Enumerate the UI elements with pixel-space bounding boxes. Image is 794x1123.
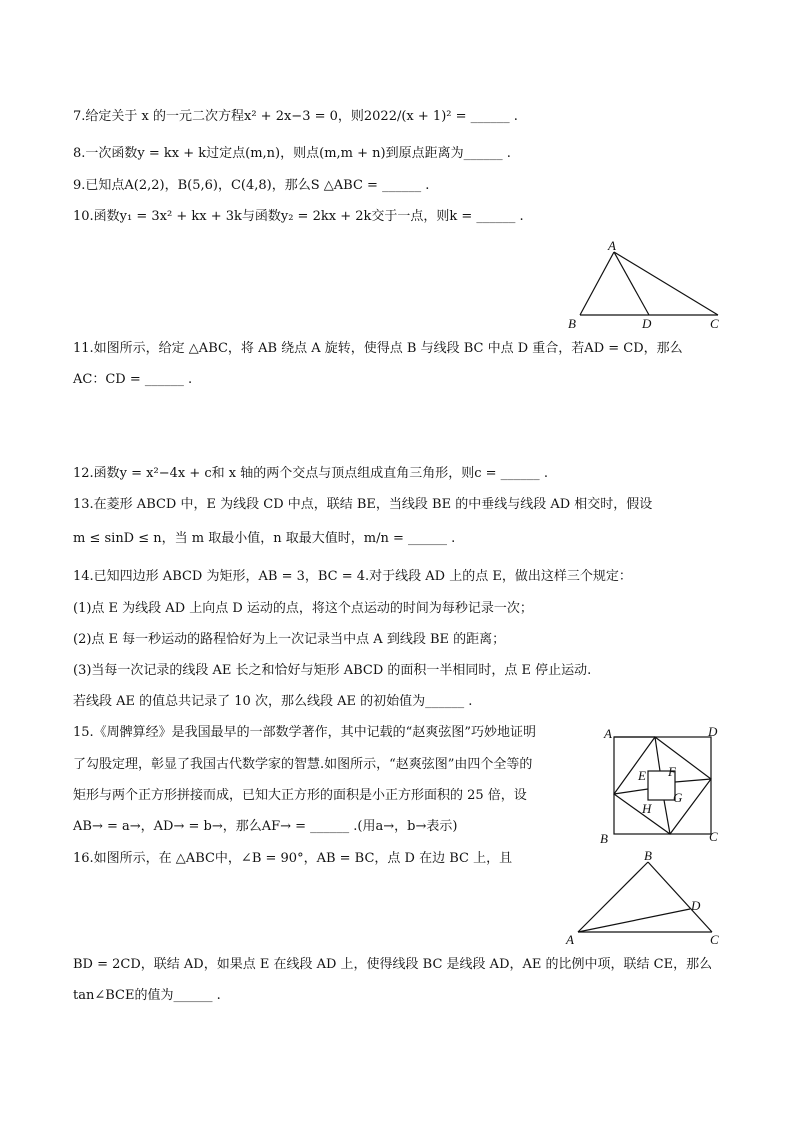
figure-triangle-16 (562, 848, 732, 948)
problem-8: 8.一次函数y = kx + k过定点(m,n)，则点(m,m + n)到原点距离为______ . (73, 146, 511, 161)
figure-triangle-11 (560, 240, 740, 335)
problem-14-line-5: 若线段 AE 的值总共记录了 10 次，那么线段 AE 的初始值为______ . (73, 694, 473, 709)
problem-16-line-2: BD = 2CD，联结 AD，如果点 E 在线段 AD 上，使得线段 BC 是线段 AD，AE 的比例中项，联结 CE，那么 (73, 957, 713, 972)
fig15-label-f: F (668, 764, 676, 779)
fig15-label-e: E (638, 768, 646, 783)
problem-11-line-2: AC：CD = ______ . (73, 372, 193, 387)
problem-12: 12.函数y = x²−4x + c和 x 轴的两个交点与顶点组成直角三角形，则c = ______ . (73, 466, 548, 481)
fig11-label-c: C (710, 316, 719, 331)
problem-16-line-3: tan∠BCE的值为______ . (73, 988, 221, 1003)
fig15-label-g: G (673, 790, 683, 805)
problem-11-line-1: 11.如图所示，给定 △ABC，将 AB 绕点 A 旋转，使得点 B 与线段 BC 中点 D 重合，若AD = CD，那么 (73, 341, 683, 356)
fig15-label-c: C (709, 829, 718, 844)
fig11-label-b: B (568, 316, 576, 331)
fig15-label-h: H (642, 801, 652, 816)
problem-9: 9.已知点A(2,2)，B(5,6)，C(4,8)，那么S △ABC = ______ . (73, 178, 430, 193)
problem-14-line-2: (1)点 E 为线段 AD 上向点 D 运动的点，将这个点运动的时间为每秒记录一次； (73, 601, 533, 616)
problem-14-line-1: 14.已知四边形 ABCD 为矩形，AB = 3，BC = 4.对于线段 AD 上的点 E，做出这样三个规定： (73, 569, 632, 584)
figure-zhao-shuang-diagram-15 (598, 722, 728, 847)
problem-16-line-1: 16.如图所示，在 △ABC中，∠B = 90°，AB = BC，点 D 在边 BC 上，且 (73, 851, 513, 866)
fig15-label-d: D (708, 724, 718, 739)
fig16-label-b: B (644, 848, 652, 863)
fig15-label-b: B (600, 831, 608, 846)
problem-7: 7.给定关于 x 的一元二次方程x² + 2x−3 = 0，则2022/(x + 1)² = ______ . (73, 109, 518, 124)
problem-13-line-1: 13.在菱形 ABCD 中，E 为线段 CD 中点，联结 BE，当线段 BE 的中垂线与线段 AD 相交时，假设 (73, 497, 653, 512)
problem-15-line-4: AB→ = a→，AD→ = b→，那么AF→ = ______ .(用a→，b→表示) (73, 819, 458, 834)
fig11-label-a: A (608, 240, 616, 253)
fig15-label-a: A (604, 726, 612, 741)
problem-14-line-4: (3)当每一次记录的线段 AE 长之和恰好与矩形 ABCD 的面积一半相同时，点 E 停止运动. (73, 663, 592, 678)
fig11-label-d: D (642, 316, 652, 331)
problem-13-line-2: m ≤ sinD ≤ n，当 m 取最小值，n 取最大值时，m/n = ______ . (73, 531, 456, 546)
problem-15-line-3: 矩形与两个正方形拼接而成，已知大正方形的面积是小正方形面积的 25 倍，设 (73, 788, 527, 803)
problem-15-line-1: 15.《周髀算经》是我国最早的一部数学著作，其中记载的“赵爽弦图”巧妙地证明 (73, 725, 536, 740)
fig16-label-d: D (691, 898, 701, 913)
problem-10: 10.函数y₁ = 3x² + kx + 3k与函数y₂ = 2kx + 2k交于一点，则k = ______ . (73, 209, 524, 224)
problem-14-line-3: (2)点 E 每一秒运动的路程恰好为上一次记录当中点 A 到线段 BE 的距离； (73, 632, 506, 647)
fig16-label-a: A (566, 932, 574, 947)
problem-15-line-2: 了勾股定理，彰显了我国古代数学家的智慧.如图所示，“赵爽弦图”由四个全等的 (73, 757, 533, 772)
fig16-label-c: C (710, 932, 719, 947)
